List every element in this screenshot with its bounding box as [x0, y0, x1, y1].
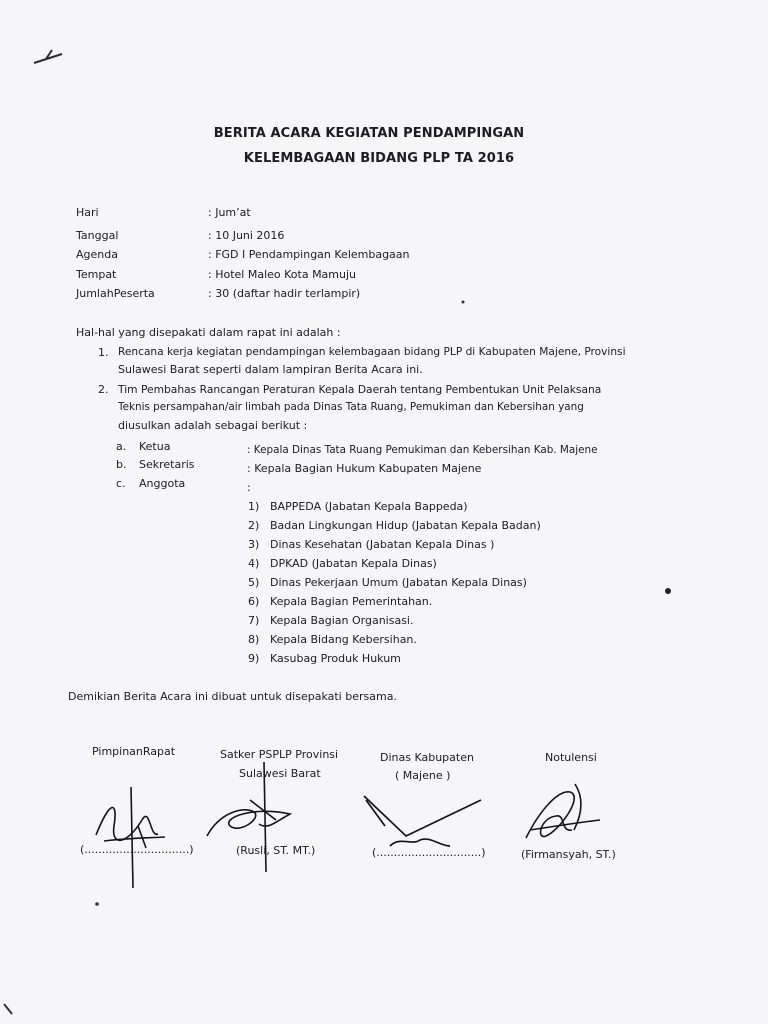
- member-number: 3): [248, 538, 260, 551]
- pen-mark: [34, 50, 62, 63]
- speck: [95, 902, 99, 906]
- info-label: Tanggal: [76, 229, 119, 242]
- team-label: Anggota: [139, 477, 186, 490]
- team-value: :: [247, 481, 251, 494]
- signature-name: (Firmansyah, ST.): [521, 848, 616, 861]
- document-title-line-2: KELEMBAGAAN BIDANG PLP TA 2016: [243, 151, 515, 166]
- member-text: BAPPEDA (Jabatan Kepala Bappeda): [270, 500, 468, 513]
- member-number: 1): [248, 500, 260, 513]
- closing-text: Demikian Berita Acara ini dibuat untuk disepakati bersama.: [68, 690, 397, 703]
- team-label: Sekretaris: [139, 458, 195, 471]
- info-value: : 10 Juni 2016: [208, 229, 285, 242]
- member-number: 5): [248, 576, 260, 589]
- item-number: 2.: [98, 383, 109, 396]
- speck: [462, 301, 465, 304]
- member-text: DPKAD (Jabatan Kepala Dinas): [270, 557, 437, 570]
- team-value: : Kepala Dinas Tata Ruang Pemukiman dan Kebersihan Kab. Majene: [247, 444, 598, 456]
- member-number: 8): [248, 633, 260, 646]
- signature-name: (..............................): [372, 846, 486, 859]
- member-number: 7): [248, 614, 260, 627]
- info-label: Agenda: [76, 248, 118, 261]
- team-letter: a.: [116, 440, 127, 453]
- info-value: : Jum’at: [208, 206, 251, 219]
- signature-4-drawing: [526, 784, 600, 838]
- member-text: Dinas Pekerjaan Umum (Jabatan Kepala Dinas): [270, 576, 527, 589]
- member-number: 4): [248, 557, 260, 570]
- info-label: JumlahPeserta: [76, 287, 155, 300]
- item-1-line-1: Rencana kerja kegiatan pendampingan kelembagaan bidang PLP di Kabupaten Majene, Provinsi: [118, 346, 626, 358]
- team-label: Ketua: [139, 440, 171, 453]
- intro-text: Hal-hal yang disepakati dalam rapat ini adalah :: [76, 326, 341, 339]
- signature-heading: Notulensi: [545, 751, 597, 764]
- team-letter: b.: [116, 458, 127, 471]
- member-text: Badan Lingkungan Hidup (Jabatan Kepala Badan): [270, 519, 541, 532]
- info-value: : Hotel Maleo Kota Mamuju: [208, 268, 357, 281]
- team-value: : Kepala Bagian Hukum Kabupaten Majene: [247, 462, 482, 475]
- team-letter: c.: [116, 477, 126, 490]
- signature-2-drawing: [207, 762, 290, 872]
- member-text: Kasubag Produk Hukum: [270, 652, 401, 665]
- signature-1-drawing: [96, 787, 165, 888]
- member-number: 2): [248, 519, 260, 532]
- item-1-line-2: Sulawesi Barat seperti dalam lampiran Berita Acara ini.: [118, 363, 423, 376]
- member-text: Kepala Bagian Organisasi.: [270, 614, 414, 627]
- signature-name: (Rusli, ST. MT.): [236, 844, 316, 857]
- member-number: 9): [248, 652, 260, 665]
- signature-heading: ( Majene ): [395, 769, 451, 782]
- signature-heading: PimpinanRapat: [92, 745, 176, 758]
- signature-3-drawing: [364, 796, 481, 846]
- signature-heading: Sulawesi Barat: [239, 767, 321, 780]
- item-2-line-1: Tim Pembahas Rancangan Peraturan Kepala Daerah tentang Pembentukan Unit Pelaksana: [118, 383, 602, 396]
- speck: [4, 1004, 12, 1014]
- info-value: : FGD I Pendampingan Kelembagaan: [208, 248, 410, 261]
- item-2-line-3: diusulkan adalah sebagai berikut :: [118, 419, 308, 432]
- signature-name: (..............................): [80, 843, 194, 856]
- member-text: Dinas Kesehatan (Jabatan Kepala Dinas ): [270, 538, 495, 551]
- document-title-line-1: BERITA ACARA KEGIATAN PENDAMPINGAN: [213, 126, 525, 141]
- item-2-line-2: Teknis persampahan/air limbah pada Dinas Tata Ruang, Pemukiman dan Kebersihan yang: [118, 401, 584, 413]
- member-text: Kepala Bidang Kebersihan.: [270, 633, 417, 646]
- item-number: 1.: [98, 346, 109, 359]
- signature-heading: Satker PSPLP Provinsi: [220, 748, 339, 761]
- member-text: Kepala Bagian Pemerintahan.: [270, 595, 433, 608]
- speck: [665, 588, 671, 594]
- info-value: : 30 (daftar hadir terlampir): [208, 287, 361, 300]
- signature-heading: Dinas Kabupaten: [380, 751, 474, 764]
- info-label: Hari: [76, 206, 99, 219]
- info-label: Tempat: [76, 268, 117, 281]
- member-number: 6): [248, 595, 260, 608]
